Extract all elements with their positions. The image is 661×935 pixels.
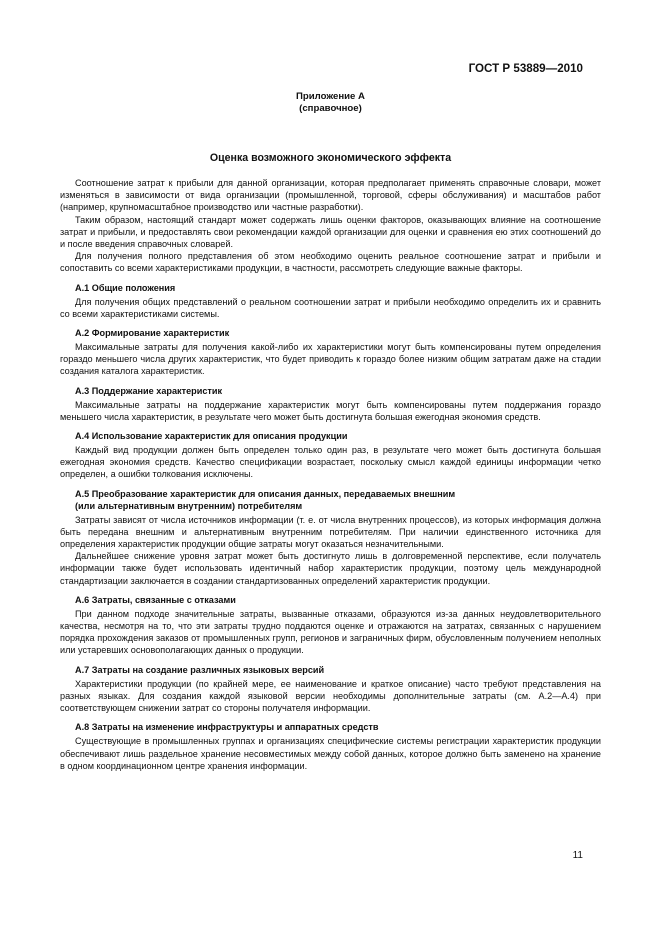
appendix-heading bbox=[0, 91, 661, 115]
section-paragraph: Каждый вид продукции должен быть определен только один раз, в результате чего может быть достигнута большая ежегодная экономия средств. Качество спецификации возрастает, поскольку смысл каждой единицы информации четко определен, а ошибки толкования исключены. bbox=[60, 445, 601, 480]
section-heading-text: А.1 Общие положения bbox=[75, 282, 176, 293]
section-heading-text: А.8 Затраты на изменение инфраструктуры и аппаратных средств bbox=[75, 722, 379, 733]
section-heading-a1 bbox=[60, 282, 601, 294]
document-code: ГОСТ Р 53889—2010 bbox=[468, 62, 583, 75]
section-paragraph: Для получения общих представлений о реальном соотношении затрат и прибыли необходимо определить их и сравнить со всеми характеристиками системы. bbox=[60, 296, 601, 319]
section-paragraph: Максимальные затраты для получения какой-либо их характеристики могут быть компенсированы путем определения гораздо меньшего числа других характеристик, что будет приводить к гораздо более низким общим затратам даже на стадии создания каталога характеристик. bbox=[60, 342, 601, 377]
section-heading-a8 bbox=[60, 721, 601, 733]
section-heading-a4 bbox=[60, 430, 601, 442]
section-heading-a6 bbox=[60, 594, 601, 606]
section-paragraph: Максимальные затраты на поддержание характеристик могут быть компенсированы путем поддержания гораздо меньшего числа характеристик, в результате чего может быть достигнута большая ежегодная экономия средств. bbox=[60, 399, 601, 422]
section-paragraph: Существующие в промышленных группах и организациях специфические системы регистрации характеристик продукции обеспечивают лишь раздельное хранение несовместимых между собой данных, которое должно быть заменено на хранение в одном координационном центре хранения информации. bbox=[60, 736, 601, 771]
document-body bbox=[60, 177, 601, 772]
section-heading-a5 bbox=[60, 488, 601, 512]
appendix-label: Приложение А bbox=[296, 91, 365, 102]
section-heading-a3 bbox=[60, 385, 601, 397]
section-paragraph: Затраты зависят от числа источников информации (т. е. от числа внутренних процессов), из которых информация должна быть передана внешним и альтернативным внутренним потребителям. При наличии единственного источника для определения характеристик продукции общие затраты могут оказаться незначительными. bbox=[60, 514, 601, 550]
appendix-sublabel: (справочное) bbox=[299, 103, 362, 114]
page-number: 11 bbox=[572, 850, 583, 861]
section-paragraph: Характеристики продукции (по крайней мере, ее наименование и краткое описание) часто требуют представления на разных языках. Для создания каждой языковой версии необходимы дополнительные затраты (см. А.2—А.4) при соответствующем снижении затрат со стороны получателя информации. bbox=[60, 678, 601, 714]
section-paragraph: Дальнейшее снижение уровня затрат может быть достигнуто лишь в долговременной перспективе, если получатель информации также будет использовать идентичный набор характеристик продукции, поэтому цель международной стандартизации заключается в создании стандартизованных определений характеристик продукции. bbox=[60, 551, 601, 586]
intro-paragraph: Таким образом, настоящий стандарт может содержать лишь оценки факторов, оказывающих влияние на соотношение затрат и прибыли, и предоставлять свои рекомендации каждой организации для оценки и сравнения ею этих соотношений до и после введения справочных словарей. bbox=[60, 214, 601, 250]
intro-paragraph: Для получения полного представления об этом необходимо оценить реальное соотношение затрат и прибыли и сопоставить со всеми характеристиками продукции, в частности, рассмотреть следующие важные факторы. bbox=[60, 251, 601, 274]
section-heading-text: А.4 Использование характеристик для описания продукции bbox=[75, 431, 348, 442]
section-heading-text: А.3 Поддержание характеристик bbox=[75, 385, 223, 396]
section-paragraph: При данном подходе значительные затраты, вызванные отказами, образуются из-за данных неудовлетворительного качества, несмотря на то, что эти затраты трудно поддаются оценке и отражаются на затратах, связанных с нарушением порядка прохождения заказов от промышленных групп, регионов и заграничных фирм, обусловленным получением неполных или устаревших основополагающих данных о продукции. bbox=[60, 608, 601, 656]
section-heading-a2 bbox=[60, 327, 601, 339]
intro-paragraph: Соотношение затрат к прибыли для данной организации, которая предполагает применять справочные словари, может изменяться в зависимости от вида организации (промышленной, торговой, сферы обслуживания) и масштабов работ (например, крупномасштабное производство или частные разработки). bbox=[60, 178, 601, 213]
section-heading-text-line2: (или альтернативным внутренним) потребителям bbox=[75, 500, 303, 511]
section-heading-text: А.2 Формирование характеристик bbox=[75, 328, 230, 339]
section-heading-a7 bbox=[60, 664, 601, 676]
section-heading-text: А.5 Преобразование характеристик для описания данных, передаваемых внешним bbox=[75, 488, 456, 499]
section-heading-text: А.6 Затраты, связанные с отказами bbox=[75, 594, 236, 605]
page-title: Оценка возможного экономического эффекта bbox=[209, 152, 452, 164]
section-heading-text: А.7 Затраты на создание различных языковых версий bbox=[75, 664, 325, 675]
